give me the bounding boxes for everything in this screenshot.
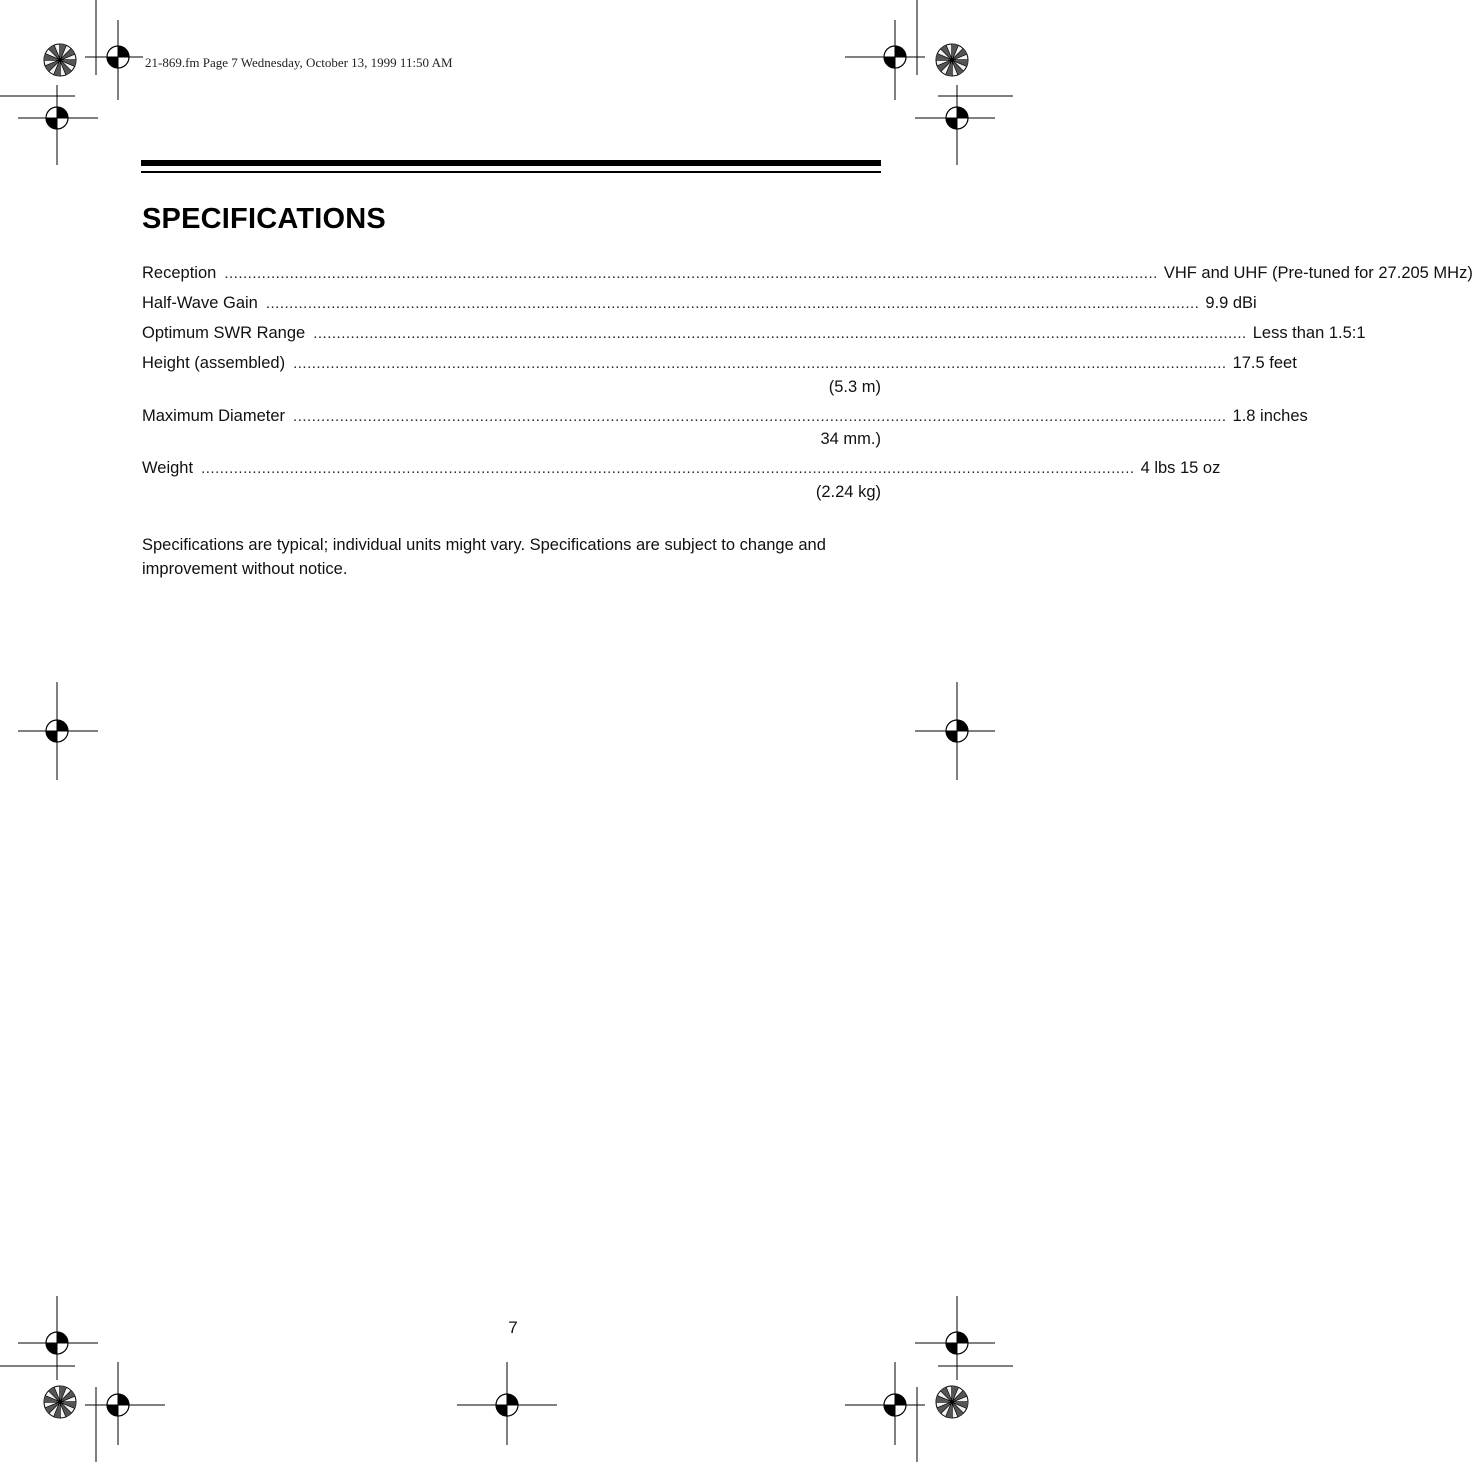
page-number: 7 bbox=[508, 1318, 518, 1337]
spec-label: Optimum SWR Range bbox=[142, 324, 306, 342]
registration-star-top-right bbox=[936, 44, 968, 76]
spec-label: Half-Wave Gain bbox=[142, 294, 258, 312]
registration-target-bottom-center bbox=[496, 1394, 518, 1416]
registration-target-middle-left bbox=[46, 720, 68, 742]
spec-value-metric: 34 mm.) bbox=[820, 430, 881, 448]
spec-value-metric: (2.24 kg) bbox=[815, 482, 881, 501]
spec-value: Less than 1.5:1 bbox=[1252, 324, 1366, 342]
registration-star-bottom-right bbox=[936, 1386, 968, 1418]
spec-value: 17.5 feet bbox=[1232, 354, 1297, 372]
registration-star-bottom-left bbox=[44, 1386, 76, 1418]
dot-leader: ........................................................................................................................................................................................................ bbox=[313, 325, 1247, 342]
spec-list bbox=[142, 262, 1473, 510]
dot-leader: ........................................................................................................................................................................................................ bbox=[201, 460, 1135, 477]
registration-target-bottom-left bbox=[107, 1394, 129, 1416]
registration-target-upper-left bbox=[46, 107, 68, 129]
spec-value: 9.9 dBi bbox=[1205, 294, 1257, 312]
spec-label: Weight bbox=[142, 459, 194, 477]
spec-row-half-wave-gain bbox=[142, 292, 1257, 316]
spec-row-weight bbox=[142, 457, 1221, 503]
header-rule-thick bbox=[141, 160, 881, 166]
registration-target-upper-right bbox=[946, 107, 968, 129]
specifications-note: Specifications are typical; individual units might vary. Specifications are subject to change and improvement without notice. bbox=[142, 536, 826, 578]
dot-leader: ........................................................................................................................................................................................................ bbox=[293, 355, 1227, 372]
spec-row-reception bbox=[142, 262, 1473, 286]
registration-target-bottom-right bbox=[884, 1394, 906, 1416]
file-slug: 21-869.fm Page 7 Wednesday, October 13, 1999 11:50 AM bbox=[145, 55, 453, 70]
header-rule-thin bbox=[141, 171, 881, 173]
spec-value: 1.8 inches bbox=[1232, 406, 1308, 425]
spec-value-metric: (5.3 m) bbox=[828, 377, 881, 396]
registration-target-top-right bbox=[884, 46, 906, 68]
registration-star-top-left bbox=[44, 44, 76, 76]
spec-value: VHF and UHF (Pre-tuned for 27.205 MHz) bbox=[1163, 264, 1473, 282]
spec-label: Reception bbox=[142, 264, 217, 282]
dot-leader: ........................................................................................................................................................................................................ bbox=[293, 407, 1227, 425]
spec-row-height bbox=[142, 352, 1297, 398]
dot-leader: ........................................................................................................................................................................................................ bbox=[265, 295, 1200, 312]
dot-leader: ........................................................................................................................................................................................................ bbox=[224, 265, 1158, 282]
spec-value: 4 lbs 15 oz bbox=[1140, 459, 1221, 477]
registration-target-middle-right bbox=[946, 720, 968, 742]
spec-label: Maximum Diameter bbox=[142, 406, 286, 425]
registration-target-top-left bbox=[107, 46, 129, 68]
page-title: SPECIFICATIONS bbox=[142, 203, 386, 235]
spec-row-optimum-swr-range bbox=[142, 322, 1366, 346]
spec-row-maximum-diameter bbox=[142, 405, 1308, 451]
spec-label: Height (assembled) bbox=[142, 354, 286, 372]
